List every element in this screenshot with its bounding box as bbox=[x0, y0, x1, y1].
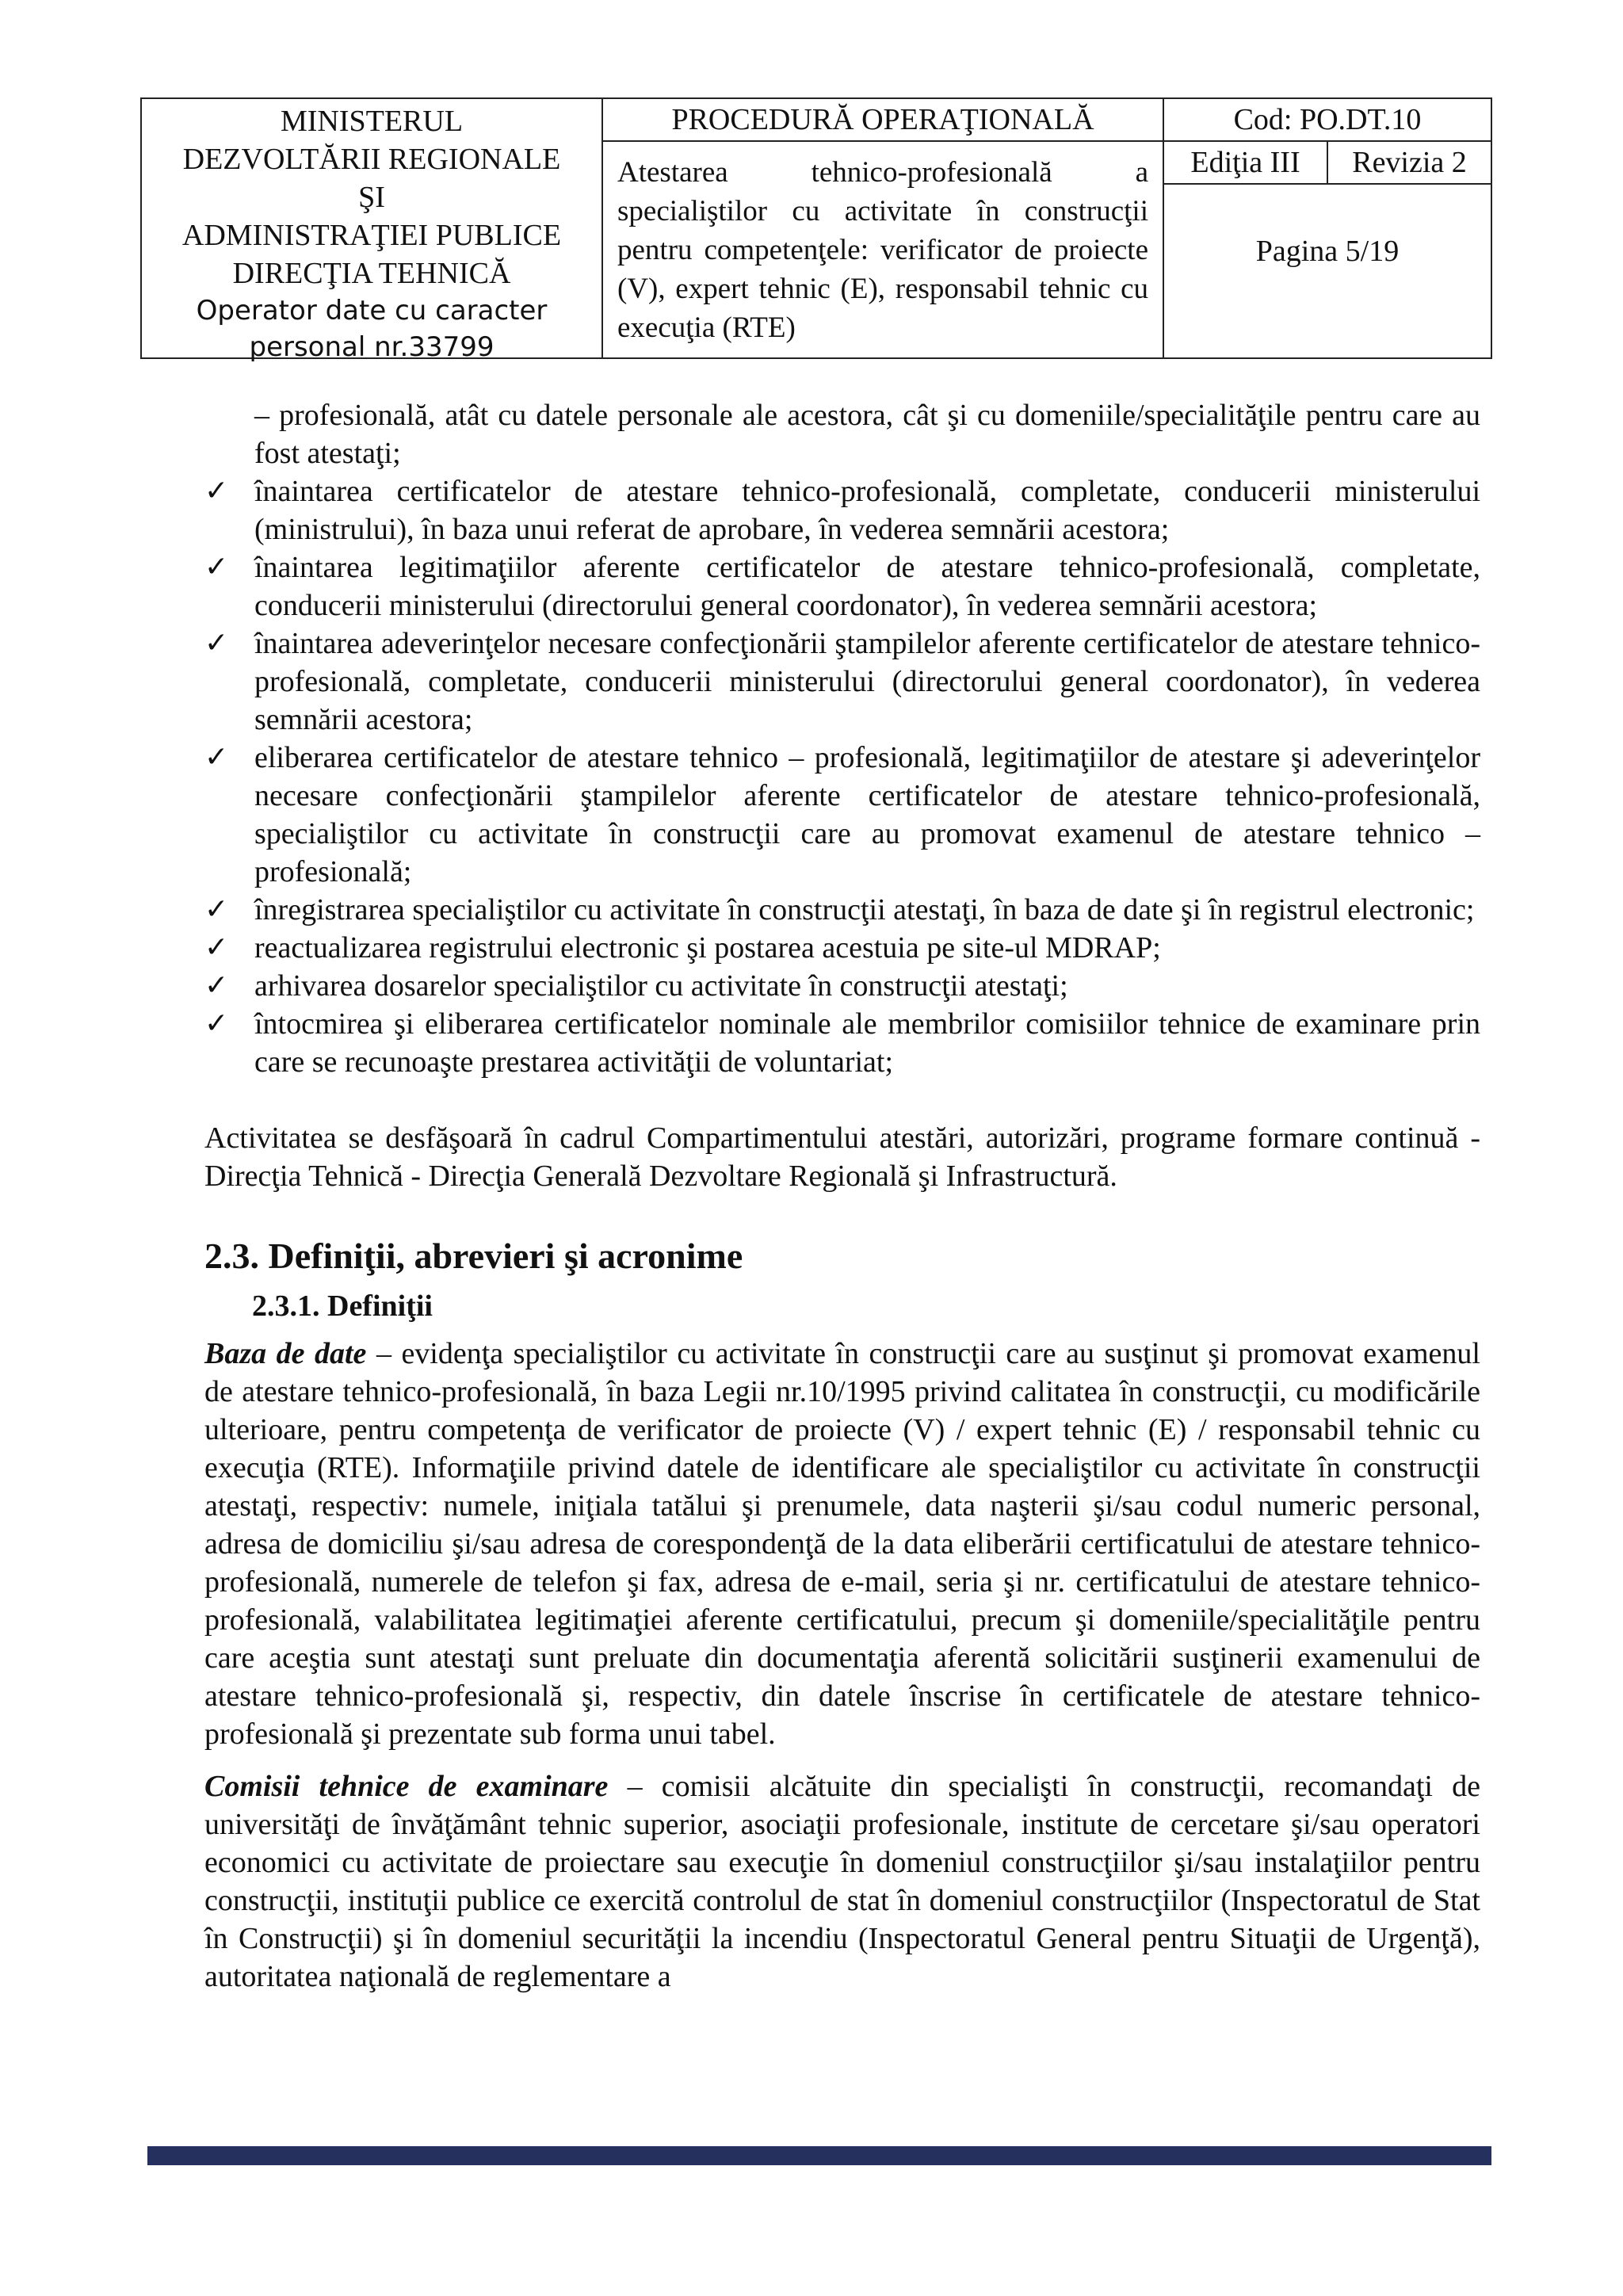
doc-title: Atestarea tehnico-profesională a specialiştilor cu activitate în construcţii pentru competenţele: verificator de proiecte (V), expert tehnic (E), responsabil tehnic cu execuţia (RTE) bbox=[617, 156, 1148, 344]
check-icon: ✓ bbox=[204, 969, 229, 1002]
institution-line: MINISTERUL bbox=[280, 105, 464, 138]
definition-paragraph bbox=[204, 1335, 1480, 1753]
check-icon: ✓ bbox=[204, 627, 229, 659]
activity-paragraph: Activitatea se desfăşoară în cadrul Compartimentului atestări, autorizări, programe formare continuă - Direcţia Tehnică - Direcţia Generală Dezvoltare Regională şi Infrastructură. bbox=[204, 1121, 1480, 1193]
check-list-item bbox=[204, 472, 1480, 548]
continuation-text: – profesională, atât cu datele personale ale acestora, cât şi cu domeniile/specialităţile pentru care au fost atestaţi; bbox=[254, 399, 1480, 470]
check-list-item bbox=[204, 739, 1480, 891]
subsection-heading: 2.3.1. Definiţii bbox=[252, 1289, 433, 1323]
check-icon: ✓ bbox=[204, 893, 229, 926]
doc-code: Cod: PO.DT.10 bbox=[1164, 99, 1491, 142]
operator-line: Operator date cu caracter bbox=[196, 295, 548, 327]
institution-line: ADMINISTRAŢIEI PUBLICE bbox=[181, 219, 562, 252]
list-item-text: întocmirea şi eliberarea certificatelor nominale ale membrilor comisiilor tehnice de examinare prin care se recunoaşte prestarea activităţii de voluntariat; bbox=[254, 1007, 1480, 1079]
page-number: Pagina 5/19 bbox=[1255, 235, 1400, 268]
section-heading: 2.3. Definiţii, abrevieri şi acronime bbox=[204, 1236, 743, 1276]
definition-term: Comisii tehnice de examinare bbox=[204, 1770, 609, 1803]
check-icon: ✓ bbox=[204, 931, 229, 964]
check-icon: ✓ bbox=[204, 741, 229, 774]
check-icon: ✓ bbox=[204, 551, 229, 583]
document-header-table bbox=[140, 97, 1492, 363]
doc-type: PROCEDURĂ OPERAŢIONALĂ bbox=[603, 99, 1163, 142]
check-list-item bbox=[204, 1005, 1480, 1081]
list-item-text: arhivarea dosarelor specialiştilor cu activitate în construcţii atestaţi; bbox=[254, 969, 1068, 1003]
check-list-item bbox=[204, 929, 1480, 967]
edition: Ediţia III bbox=[1164, 142, 1328, 183]
revision: Revizia 2 bbox=[1352, 146, 1467, 179]
institution-cell bbox=[142, 99, 603, 363]
list-item-text: înaintarea adeverinţelor necesare confecţionării ştampilelor aferente certificatelor de atestare tehnico-profesională, completate, conducerii ministerului (directorului general coordonator), în vederea semnării acestora; bbox=[254, 627, 1480, 736]
check-list-item bbox=[204, 891, 1480, 929]
definition-text: – comisii alcătuite din specialişti în construcţii, recomandaţi de universităţi de învăţământ tehnic superior, asociaţii profesionale, institute de cercetare şi/sau operatori economici cu activitate de proiectare sau execuţie în domeniul construcţiilor şi/sau instalaţiilor pentru construcţii, instituţii publice ce exercită controlul de stat în domeniul construcţiilor (Inspectoratul de Stat în Construcţii) şi în domeniul securităţii la incendiu (Inspectoratul General pentru Situaţii de Urgenţă), autoritatea naţională de reglementare a bbox=[204, 1770, 1480, 1993]
check-icon: ✓ bbox=[204, 475, 229, 507]
list-item-text: înregistrarea specialiştilor cu activitate în construcţii atestaţi, în baza de date şi în registrul electronic; bbox=[254, 893, 1475, 926]
operator-line: personal nr.33799 bbox=[249, 331, 495, 363]
definition-text: – evidenţa specialiştilor cu activitate în construcţii care au susţinut şi promovat examenul de atestare tehnico-profesională, în baza Legii nr.10/1995 privind calitatea în construcţii, cu modificările ulterioare, pentru competenţa de verificator de proiecte (V) / expert tehnic (E) / responsabil tehnic cu execuţia (RTE). Informaţiile privind datele de identificare ale specialiştilor cu activitate în construcţii atestaţi, respectiv: numele, iniţiala tatălui şi prenumele, data naşterii şi/sau codul numeric personal, adresa de domiciliu şi/sau adresa de corespondenţă de la data eliberării certificatului de atestare tehnico-profesională, numerele de telefon şi fax, adresa de e-mail, seria şi nr. certificatului de atestare tehnico-profesională, valabilitatea legitimaţiei aferente certificatului, precum şi domeniile/specialităţile pentru care aceştia sunt atestaţi sunt preluate din documentaţia aferentă solicitării susţinerii examenului de atestare tehnico-profesională şi, respectiv, din datele înscrise în certificatele de atestare tehnico-profesională şi prezentate sub forma unui tabel. bbox=[204, 1337, 1480, 1751]
definition-term: Baza de date bbox=[204, 1337, 367, 1370]
check-list-item bbox=[204, 967, 1480, 1005]
institution-line: DEZVOLTĂRII REGIONALE bbox=[182, 143, 561, 176]
list-item-text: reactualizarea registrului electronic şi postarea acestuia pe site-ul MDRAP; bbox=[254, 931, 1161, 965]
list-item-text: eliberarea certificatelor de atestare tehnico – profesională, legitimaţiilor de atestare şi adeverinţelor necesare confecţionării ştampilelor aferente certificatelor de atestare tehnico-profesională, specialiştilor cu activitate în construcţii care au promovat examenul de atestare tehnico – profesională; bbox=[254, 741, 1480, 888]
list-item-text: înaintarea legitimaţiilor aferente certificatelor de atestare tehnico-profesională, completate, conducerii ministerului (directorului general coordonator), în vederea semnării acestora; bbox=[254, 551, 1480, 622]
institution-line: ŞI bbox=[358, 181, 385, 214]
institution-line: DIRECŢIA TEHNICĂ bbox=[232, 257, 511, 290]
document-body bbox=[204, 396, 1480, 1996]
check-list-item bbox=[204, 625, 1480, 739]
edition-revision-row bbox=[1164, 142, 1491, 185]
check-list-item bbox=[204, 548, 1480, 625]
check-icon: ✓ bbox=[204, 1007, 229, 1040]
definition-paragraph bbox=[204, 1767, 1480, 1996]
footer-bar bbox=[147, 2146, 1491, 2165]
procedure-cell bbox=[603, 99, 1164, 357]
code-cell bbox=[1164, 99, 1491, 357]
list-item-text: înaintarea certificatelor de atestare tehnico-profesională, completate, conducerii ministerului (ministrului), în baza unui referat de aprobare, în vederea semnării acestora; bbox=[254, 475, 1480, 546]
